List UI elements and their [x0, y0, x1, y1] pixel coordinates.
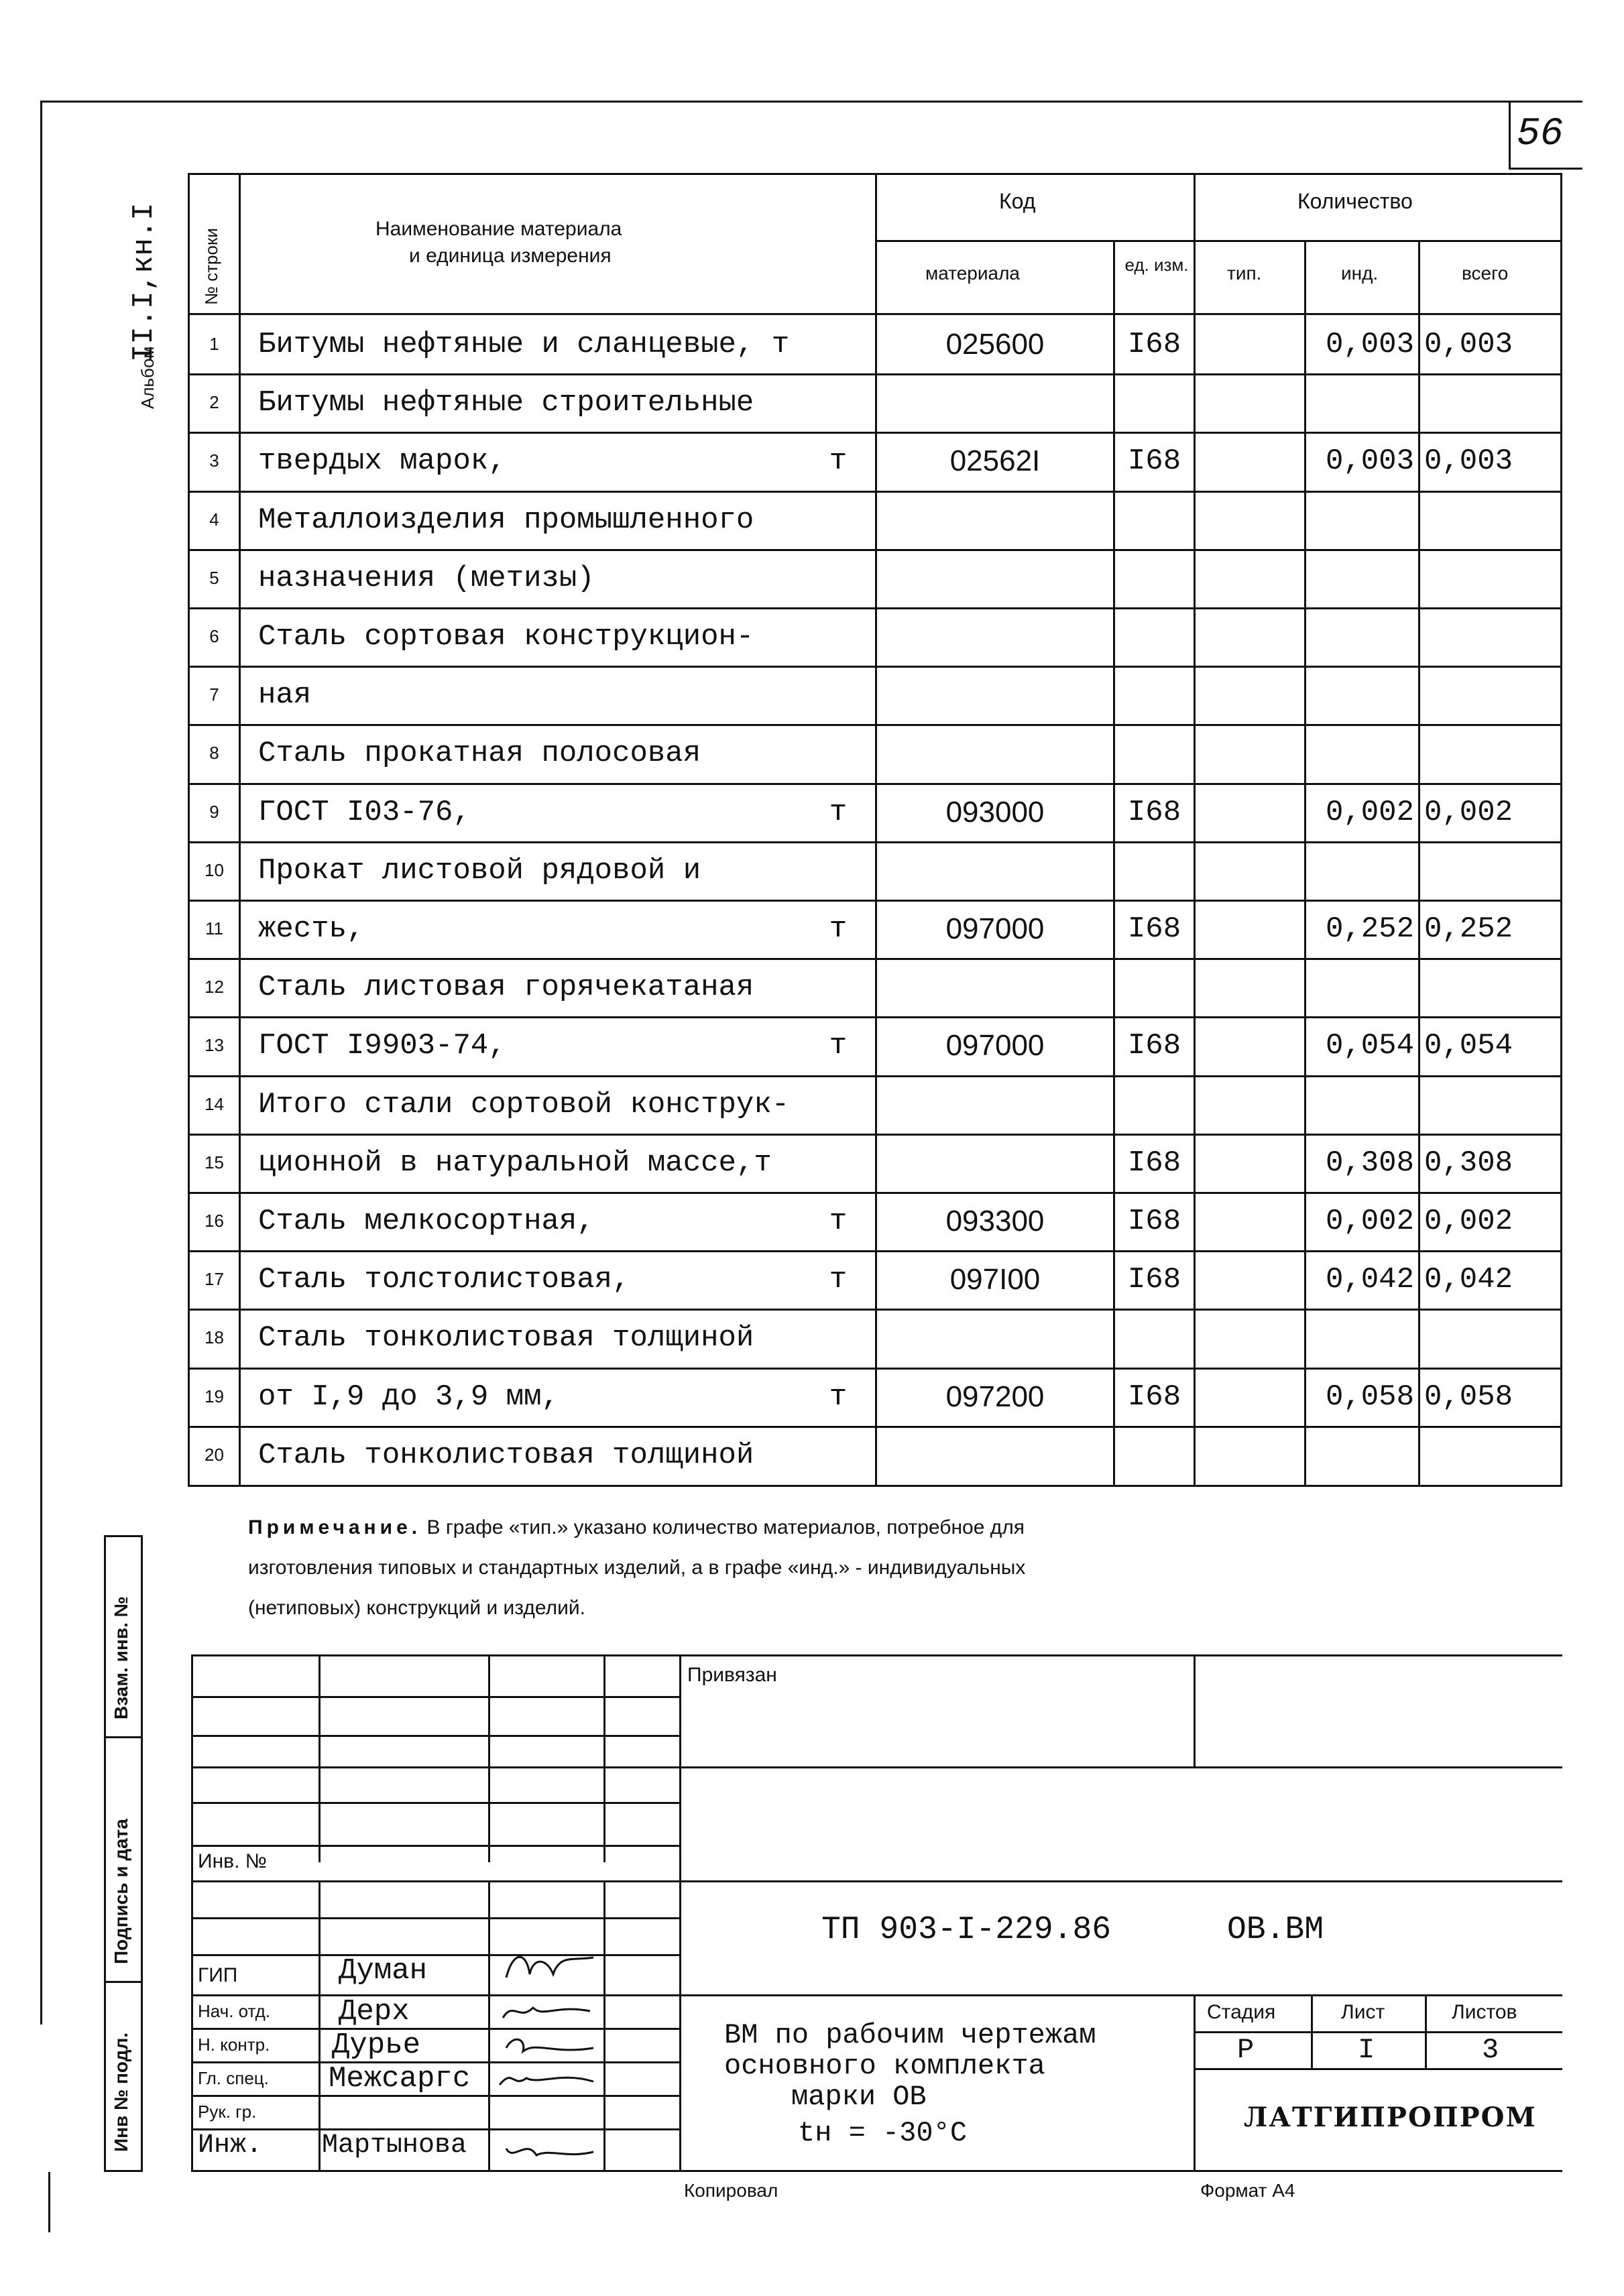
cell-code — [881, 1075, 1109, 1134]
cell-typ — [1200, 549, 1300, 607]
note-line-1: Примечание. В графе «тип.» указано количество материалов, потребное для — [248, 1516, 1025, 1538]
cell-unit-t: т — [829, 444, 848, 478]
cell-total: 0,042 — [1424, 1262, 1513, 1296]
cell-code — [881, 549, 1109, 607]
cell-total — [1424, 549, 1556, 607]
header-code-unit: ед. изм. — [1124, 255, 1189, 275]
cell-code: 097000 — [945, 912, 1045, 945]
signature-gip — [500, 1944, 600, 1991]
cell-code: 093000 — [945, 795, 1045, 829]
inv-no-label: Инв. № — [198, 1850, 267, 1872]
header-code-material: материала — [925, 263, 1020, 284]
cell-total — [1424, 958, 1556, 1016]
cell-unit-t — [818, 1309, 858, 1367]
cell-code: 097000 — [945, 1028, 1045, 1062]
cell-total: 0,003 — [1424, 444, 1513, 478]
cell-n: 7 — [209, 684, 219, 705]
page-number: 56 — [1517, 113, 1564, 156]
stage-value: Р — [1237, 2034, 1255, 2066]
cell-typ — [1200, 1075, 1300, 1134]
cell-code: 025600 — [945, 327, 1045, 361]
cell-total — [1424, 607, 1556, 666]
cell-unit-t: т — [829, 795, 848, 829]
cell-unit: I68 — [1127, 1262, 1181, 1296]
cell-ind — [1310, 958, 1414, 1016]
doc-mark: ОВ.ВМ — [1227, 1912, 1324, 1948]
cell-n: 19 — [205, 1386, 224, 1406]
cell-unit — [1119, 958, 1190, 1016]
cell-unit: I68 — [1127, 795, 1181, 829]
cell-unit-t: т — [829, 1028, 848, 1063]
cell-typ — [1200, 724, 1300, 782]
cell-unit — [1119, 549, 1190, 607]
signature-gl-spec — [493, 2065, 600, 2095]
cell-unit — [1119, 724, 1190, 782]
album-label: Альбом — [137, 346, 158, 409]
role-n-kontr: Н. контр. — [198, 2035, 270, 2055]
cell-n: 6 — [209, 626, 219, 646]
cell-name: Сталь листовая горячекатаная — [258, 970, 754, 1004]
cell-ind: 0,002 — [1325, 795, 1414, 829]
cell-total — [1424, 491, 1556, 549]
cell-code: 097I00 — [949, 1262, 1041, 1296]
cell-total — [1424, 373, 1556, 432]
cell-unit-t: т — [829, 1262, 848, 1296]
cell-unit — [1119, 607, 1190, 666]
cell-name: назначения (метизы) — [258, 561, 595, 595]
cell-unit: I68 — [1127, 1380, 1181, 1414]
cell-total: 0,054 — [1424, 1028, 1513, 1063]
cell-ind — [1310, 1309, 1414, 1367]
role-nach-otd: Нач. отд. — [198, 2001, 270, 2021]
cell-ind — [1310, 491, 1414, 549]
cell-name: ГОСТ I03-76, — [258, 795, 471, 829]
header-quantity: Количество — [1297, 189, 1413, 213]
cell-unit: I68 — [1127, 1204, 1181, 1238]
cell-n: 4 — [209, 509, 219, 530]
cell-unit-t — [818, 958, 858, 1016]
cell-n: 2 — [209, 392, 219, 412]
cell-unit-t — [818, 1075, 858, 1134]
cell-unit-t — [818, 724, 858, 782]
stamp-podpis: Подпись и дата — [111, 1819, 131, 1964]
cell-code: 02562I — [949, 444, 1041, 477]
cell-ind: 0,058 — [1325, 1380, 1414, 1414]
signature-n-kontr — [500, 2031, 600, 2061]
cell-ind: 0,003 — [1325, 444, 1414, 478]
cell-unit-t — [818, 373, 858, 432]
cell-code — [881, 607, 1109, 666]
cell-unit — [1119, 373, 1190, 432]
cell-code — [881, 1134, 1109, 1192]
album-value: II.I,кн.I — [127, 202, 161, 362]
cell-unit — [1119, 1309, 1190, 1367]
cell-typ — [1200, 607, 1300, 666]
sheet-label: Лист — [1341, 2001, 1385, 2023]
cell-n: 20 — [205, 1445, 224, 1465]
cell-code — [881, 373, 1109, 432]
cell-typ — [1200, 1368, 1300, 1426]
cell-unit-t — [818, 1426, 858, 1484]
cell-n: 15 — [205, 1152, 224, 1172]
note-lead: Примечание. — [248, 1516, 422, 1538]
cell-n: 12 — [205, 977, 224, 997]
cell-unit — [1119, 666, 1190, 724]
cell-unit-t: т — [829, 1380, 848, 1414]
cell-typ — [1200, 1192, 1300, 1250]
name-gl-spec: Межсаргс — [329, 2062, 471, 2096]
signature-inzh — [500, 2135, 600, 2165]
cell-name: Сталь тонколистовая толщиной — [258, 1438, 754, 1472]
cell-name: ГОСТ I9903-74, — [258, 1028, 506, 1063]
cell-total — [1424, 1426, 1556, 1484]
cell-total: 0,002 — [1424, 1204, 1513, 1238]
header-row-no: № строки — [201, 228, 221, 305]
cell-ind: 0,002 — [1325, 1204, 1414, 1238]
cell-unit-t — [818, 315, 858, 373]
cell-total: 0,308 — [1424, 1146, 1513, 1180]
cell-name: Металлоизделия промышленного — [258, 503, 754, 537]
cell-ind — [1310, 549, 1414, 607]
cell-total: 0,252 — [1424, 912, 1513, 946]
cell-total: 0,058 — [1424, 1380, 1513, 1414]
title-line-3: марки ОВ — [791, 2081, 927, 2113]
cell-code — [881, 1426, 1109, 1484]
cell-total — [1424, 841, 1556, 900]
role-inzh: Инж. — [198, 2130, 263, 2161]
cell-typ — [1200, 666, 1300, 724]
title-line-1: ВМ по рабочим чертежам — [724, 2019, 1096, 2051]
cell-unit — [1119, 1075, 1190, 1134]
cell-unit — [1119, 491, 1190, 549]
name-n-kontr: Дурье — [332, 2029, 421, 2062]
org-name: ЛАТГИПРОПРОМ — [1244, 2102, 1537, 2133]
cell-typ — [1200, 783, 1300, 841]
cell-name: Сталь мелкосортная, — [258, 1204, 595, 1238]
cell-code — [881, 491, 1109, 549]
cell-ind: 0,054 — [1325, 1028, 1414, 1063]
frame-left — [40, 101, 42, 2025]
cell-unit — [1119, 1426, 1190, 1484]
role-gl-spec: Гл. спец. — [198, 2068, 269, 2088]
cell-ind — [1310, 724, 1414, 782]
cell-ind — [1310, 666, 1414, 724]
cell-code — [881, 1309, 1109, 1367]
cell-n: 14 — [205, 1094, 224, 1114]
cell-name: Итого стали сортовой конструк- — [258, 1087, 790, 1122]
sheets-label: Листов — [1452, 2001, 1517, 2023]
cell-unit — [1119, 841, 1190, 900]
cell-code: 097200 — [945, 1380, 1045, 1413]
cell-name: жесть, — [258, 912, 365, 946]
cell-typ — [1200, 900, 1300, 958]
cell-unit-t: т — [829, 912, 848, 946]
cell-ind — [1310, 373, 1414, 432]
cell-unit-t — [818, 666, 858, 724]
cell-code: 093300 — [945, 1204, 1045, 1237]
header-qty-ind: инд. — [1341, 263, 1379, 284]
cell-name: Сталь тонколистовая толщиной — [258, 1321, 754, 1355]
header-qty-typ: тип. — [1227, 263, 1262, 284]
cell-ind — [1310, 1426, 1414, 1484]
header-code: Код — [999, 189, 1036, 213]
cell-typ — [1200, 1426, 1300, 1484]
cell-unit: I68 — [1127, 1146, 1181, 1180]
frame-top — [40, 101, 1582, 103]
cell-n: 9 — [209, 802, 219, 822]
cell-n: 10 — [205, 860, 224, 880]
cell-name: Прокат листовой рядовой и — [258, 853, 701, 888]
title-line-4: tн = -30°C — [798, 2117, 968, 2149]
cell-unit-t: т — [829, 1204, 848, 1238]
cell-typ — [1200, 373, 1300, 432]
note-line-2: изготовления типовых и стандартных изделий, а в графе «инд.» - индивидуальных — [248, 1557, 1026, 1579]
cell-n: 16 — [205, 1211, 224, 1231]
cell-total — [1424, 1075, 1556, 1134]
cell-n: 5 — [209, 568, 219, 588]
privyazan-label: Привязан — [687, 1664, 777, 1686]
cell-unit-t — [818, 1134, 858, 1192]
cell-typ — [1200, 1134, 1300, 1192]
cell-name: ционной в натуральной массе,т — [258, 1146, 772, 1180]
note-line-3: (нетиповых) конструкций и изделий. — [248, 1597, 585, 1619]
cell-n: 18 — [205, 1327, 224, 1347]
cell-ind: 0,252 — [1325, 912, 1414, 946]
doc-code: ТП 903-I-229.86 — [821, 1912, 1112, 1948]
signature-nach-otd — [496, 1998, 597, 2028]
cell-typ — [1200, 841, 1300, 900]
cell-unit-t — [818, 549, 858, 607]
role-gip: ГИП — [198, 1964, 238, 1986]
cell-typ — [1200, 1250, 1300, 1309]
stamp-inv-podl: Инв № подл. — [111, 2032, 131, 2152]
stage-label: Стадия — [1207, 2001, 1276, 2023]
name-gip: Думан — [339, 1954, 428, 1988]
header-name-2: и единица измерения — [409, 245, 612, 267]
cell-total — [1424, 666, 1556, 724]
cell-name: Сталь сортовая конструкцион- — [258, 619, 754, 654]
cell-ind: 0,308 — [1325, 1146, 1414, 1180]
footer-format: Формат А4 — [1200, 2180, 1295, 2201]
cell-unit-t — [818, 841, 858, 900]
cell-total: 0,002 — [1424, 795, 1513, 829]
footer-copied: Копировал — [684, 2180, 778, 2201]
cell-ind: 0,042 — [1325, 1262, 1414, 1296]
role-ruk-gr: Рук. гр. — [198, 2102, 257, 2122]
cell-n: 13 — [205, 1035, 224, 1055]
cell-typ — [1200, 315, 1300, 373]
cell-unit: I68 — [1127, 912, 1181, 946]
header-qty-total: всего — [1462, 263, 1509, 284]
cell-name: ная — [258, 678, 312, 712]
cell-total — [1424, 724, 1556, 782]
cell-n: 11 — [205, 918, 223, 939]
cell-name: Битумы нефтяные и сланцевые, т — [258, 327, 790, 361]
sheets-value: 3 — [1482, 2034, 1499, 2066]
cell-unit: I68 — [1127, 444, 1181, 478]
cell-total — [1424, 1309, 1556, 1367]
cell-code — [881, 841, 1109, 900]
cell-unit-t — [818, 491, 858, 549]
cell-typ — [1200, 958, 1300, 1016]
sheet-value: I — [1358, 2034, 1375, 2066]
cell-typ — [1200, 491, 1300, 549]
header-name-1: Наименование материала — [375, 218, 622, 240]
cell-ind — [1310, 1075, 1414, 1134]
cell-typ — [1200, 432, 1300, 490]
cell-n: 3 — [209, 450, 219, 471]
cell-code — [881, 724, 1109, 782]
cell-unit: I68 — [1127, 327, 1181, 361]
cell-name: Сталь толстолистовая, — [258, 1262, 630, 1296]
page-number-box — [1509, 101, 1511, 168]
cell-typ — [1200, 1309, 1300, 1367]
cell-total: 0,003 — [1424, 327, 1513, 361]
name-nach-otd: Дерх — [339, 1995, 410, 2029]
cell-name: Сталь прокатная полосовая — [258, 736, 701, 770]
cell-typ — [1200, 1016, 1300, 1075]
cell-unit-t — [818, 607, 858, 666]
cell-ind — [1310, 607, 1414, 666]
name-inzh: Мартынова — [322, 2130, 467, 2161]
cell-unit: I68 — [1127, 1028, 1181, 1063]
cell-n: 17 — [205, 1269, 224, 1289]
cell-name: Битумы нефтяные строительные — [258, 385, 754, 420]
cell-n: 1 — [209, 334, 219, 354]
cell-ind: 0,003 — [1325, 327, 1414, 361]
cell-name: твердых марок, — [258, 444, 506, 478]
title-line-2: основного комплекта — [724, 2050, 1045, 2082]
stamp-vzam: Взам. инв. № — [111, 1596, 131, 1719]
cell-n: 8 — [209, 743, 219, 763]
cell-ind — [1310, 841, 1414, 900]
cell-name: от I,9 до 3,9 мм, — [258, 1380, 559, 1414]
cell-code — [881, 666, 1109, 724]
cell-code — [881, 958, 1109, 1016]
